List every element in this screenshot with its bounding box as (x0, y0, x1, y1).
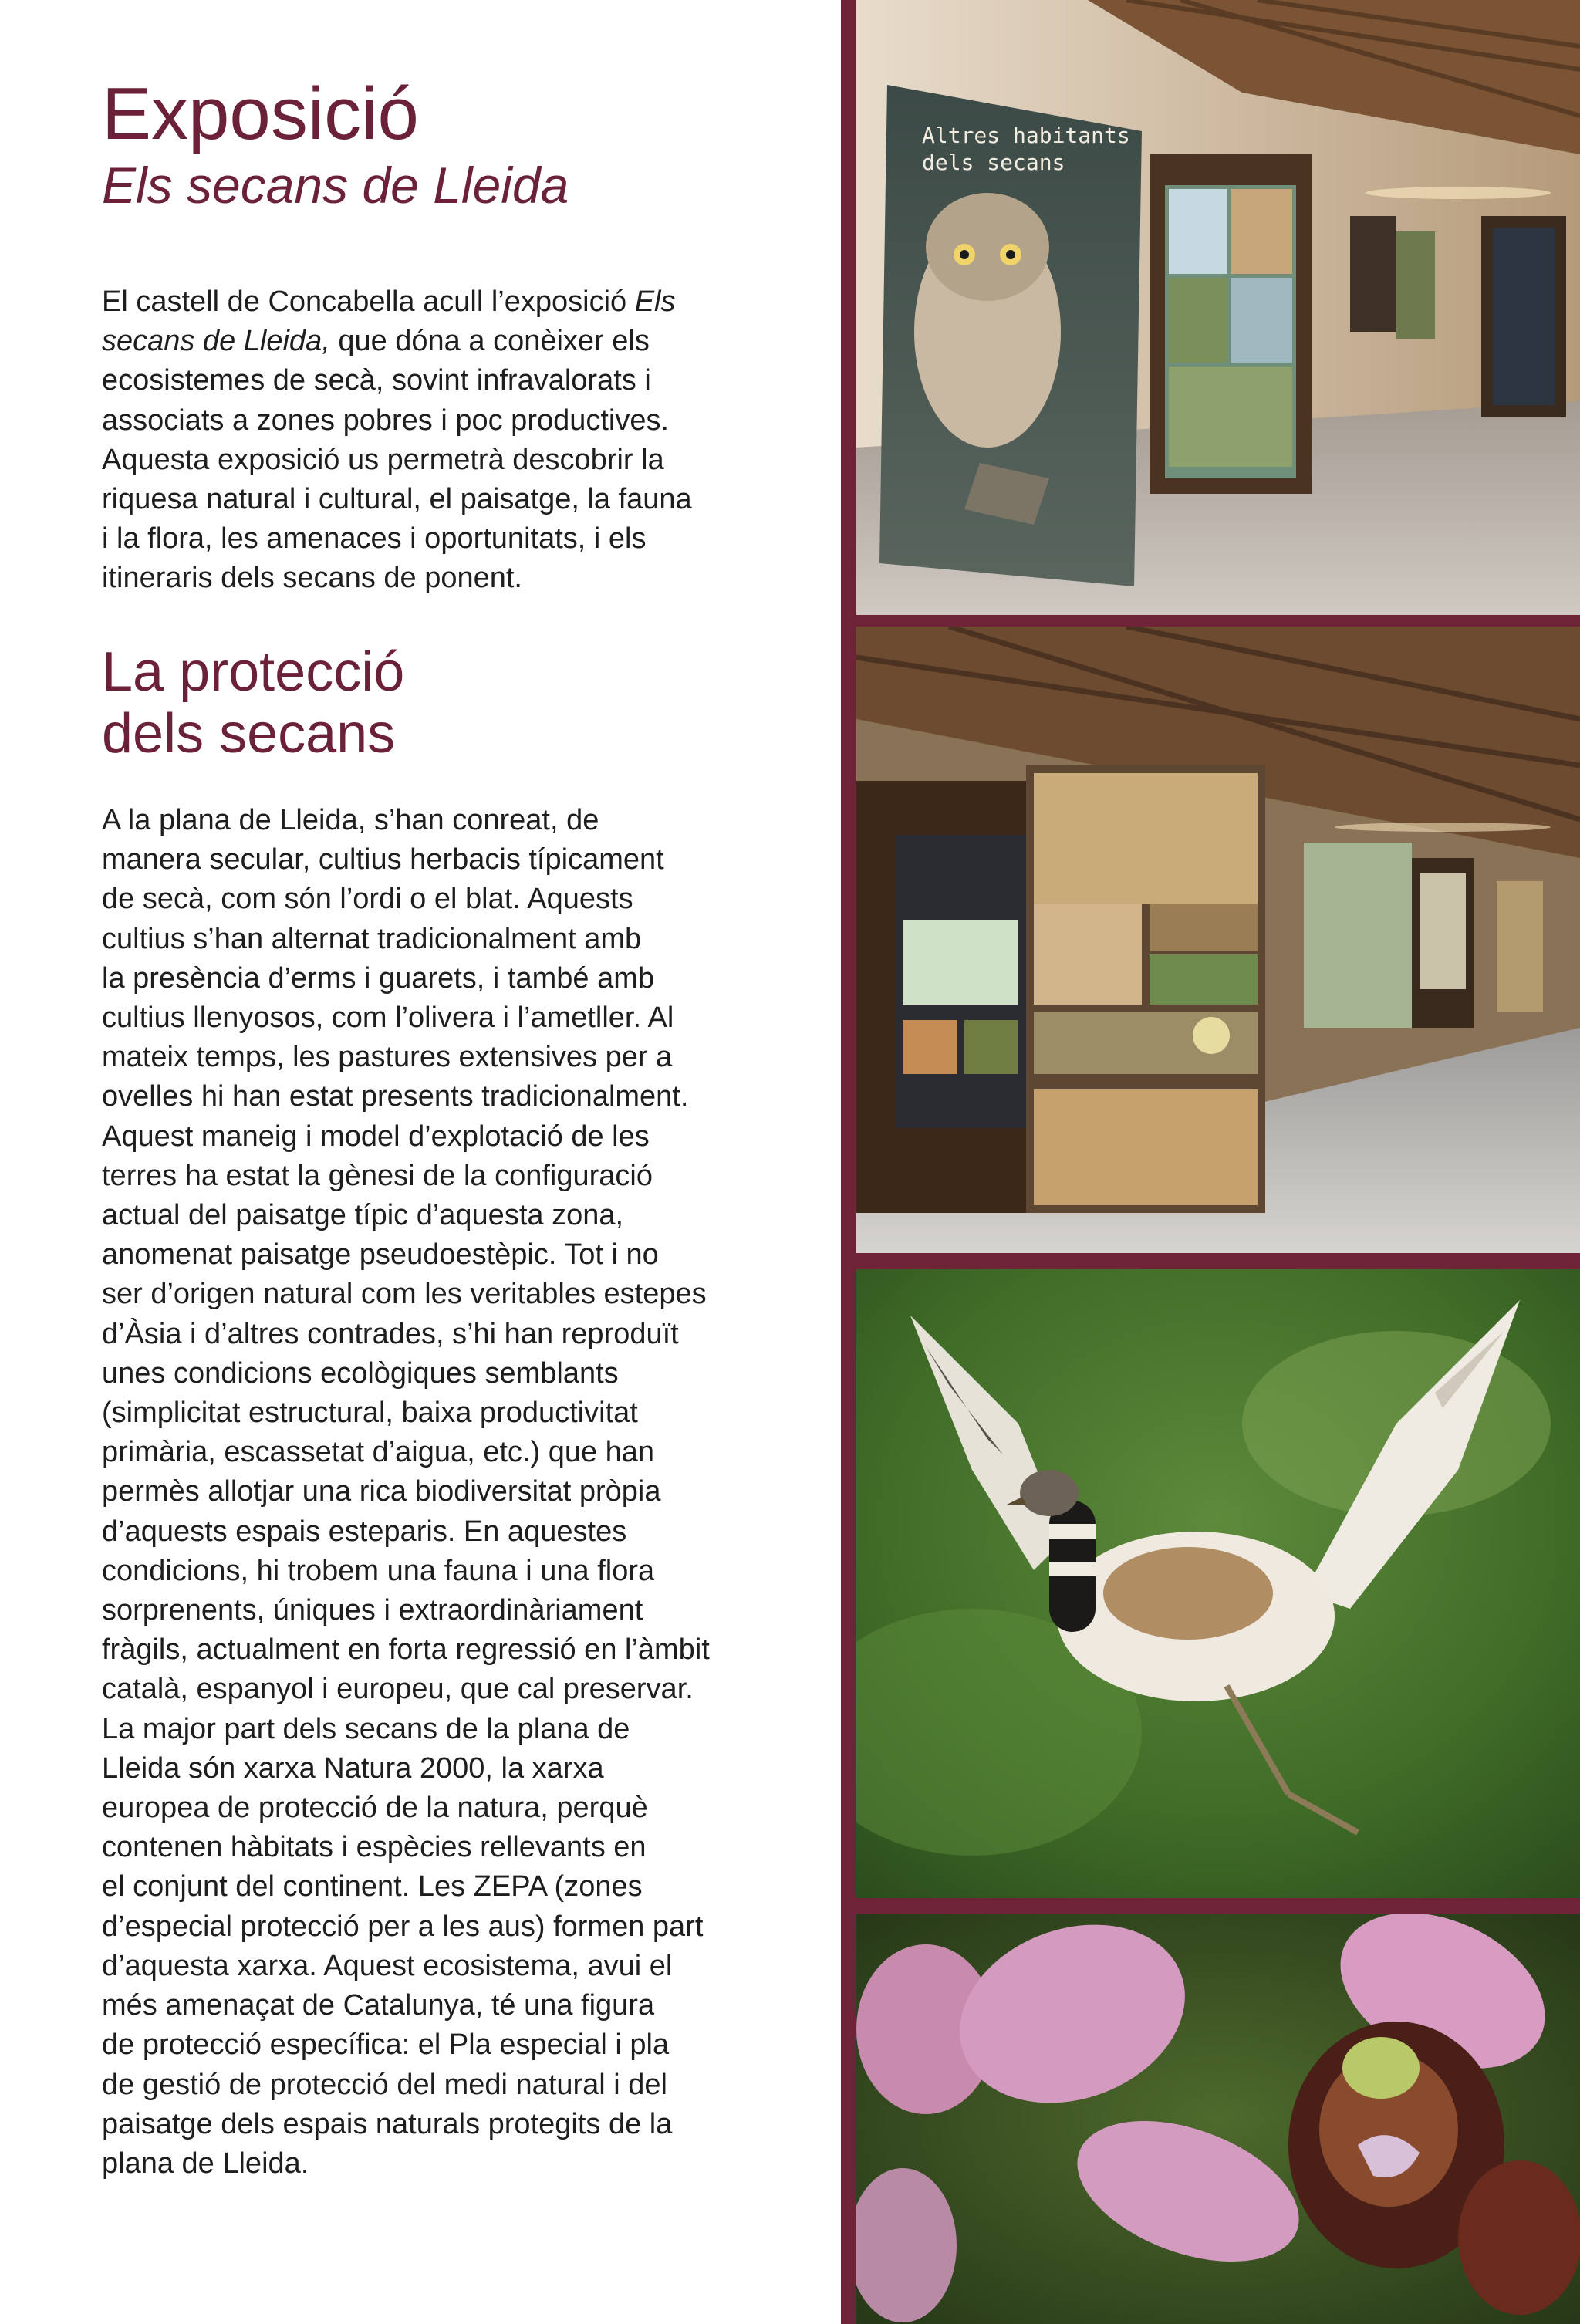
svg-text:dels secans: dels secans (922, 150, 1065, 175)
exhibition-name-emphasis: Els secans de Lleida, (102, 285, 676, 358)
section-heading-proteccio: La protecció dels secans (102, 641, 405, 765)
exhibition-hall-photo (856, 0, 1580, 615)
exposicio-paragraph: El castell de Concabella acull l’exposició Els secans de Lleida, que dóna a conèixer els ecosistemes de secà, sovint infravalorats i associats a zones pobres i poc productives. Aquesta exposició us permetrà descobrir la riquesa natural i cultural, el paisatge, la fauna i la flora, les amenaces i oportunitats, i els itineraris dels secans de ponent. (102, 285, 692, 595)
page-subtitle: Els secans de Lleida (102, 157, 569, 214)
exhibition-panels-photo (856, 627, 1580, 1253)
page-title: Exposició (102, 73, 419, 155)
proteccio-paragraph: A la plana de Lleida, s’han conreat, de manera secular, cultius herbacis típicament de secà, com són l’ordi o el blat. Aquests cultius s’han alternat tradicionalment amb la presència d’erms i guarets, i també amb cultius llenyosos, com l’olivera i l’ametller. Al mateix temps, les pastures extensives per a ovelles hi han estat presents tradicionalment. Aquest maneig i model d’explotació de les terres ha estat la gènesi de la configuració actual del paisatge típic d’aquesta zona, anomenat paisatge pseudoestèpic. Tot i no ser d’origen natural com les veritables estepes d’Àsia i d’altres contrades, s’hi han reproduït unes condicions ecològiques semblants (simplicitat estructural, baixa productivitat primària, escassetat d’aigua, etc.) que han permès allotjar una rica biodiversitat pròpia d’aquests espais esteparis. En aquestes condicions, hi trobem una fauna i una flora sorprenents, úniques i extraordinàriament fràgils, actualment en forta regressió en l’àmbit català, espanyol i europeu, que cal preservar. La major part dels secans de la plana de Lleida són xarxa Natura 2000, la xarxa europea de protecció de la natura, perquè contenen hàbitats i espècies rellevants en el conjunt del continent. Les ZEPA (zones d’especial protecció per a les aus) formen part d’aquesta xarxa. Aquest ecosistema, avui el més amenaçat de Catalunya, té una figura de protecció específica: el Pla especial i pla de gestió de protecció del medi natural i del paisatge dels espais naturals protegits de la plana de Lleida. (102, 804, 710, 2180)
orchid-photo (856, 1914, 1580, 2324)
photo-column (841, 0, 1580, 2324)
little-bustard-photo (856, 1269, 1580, 1898)
text-column (102, 73, 796, 2180)
svg-text:Altres habitants: Altres habitants (922, 123, 1130, 148)
